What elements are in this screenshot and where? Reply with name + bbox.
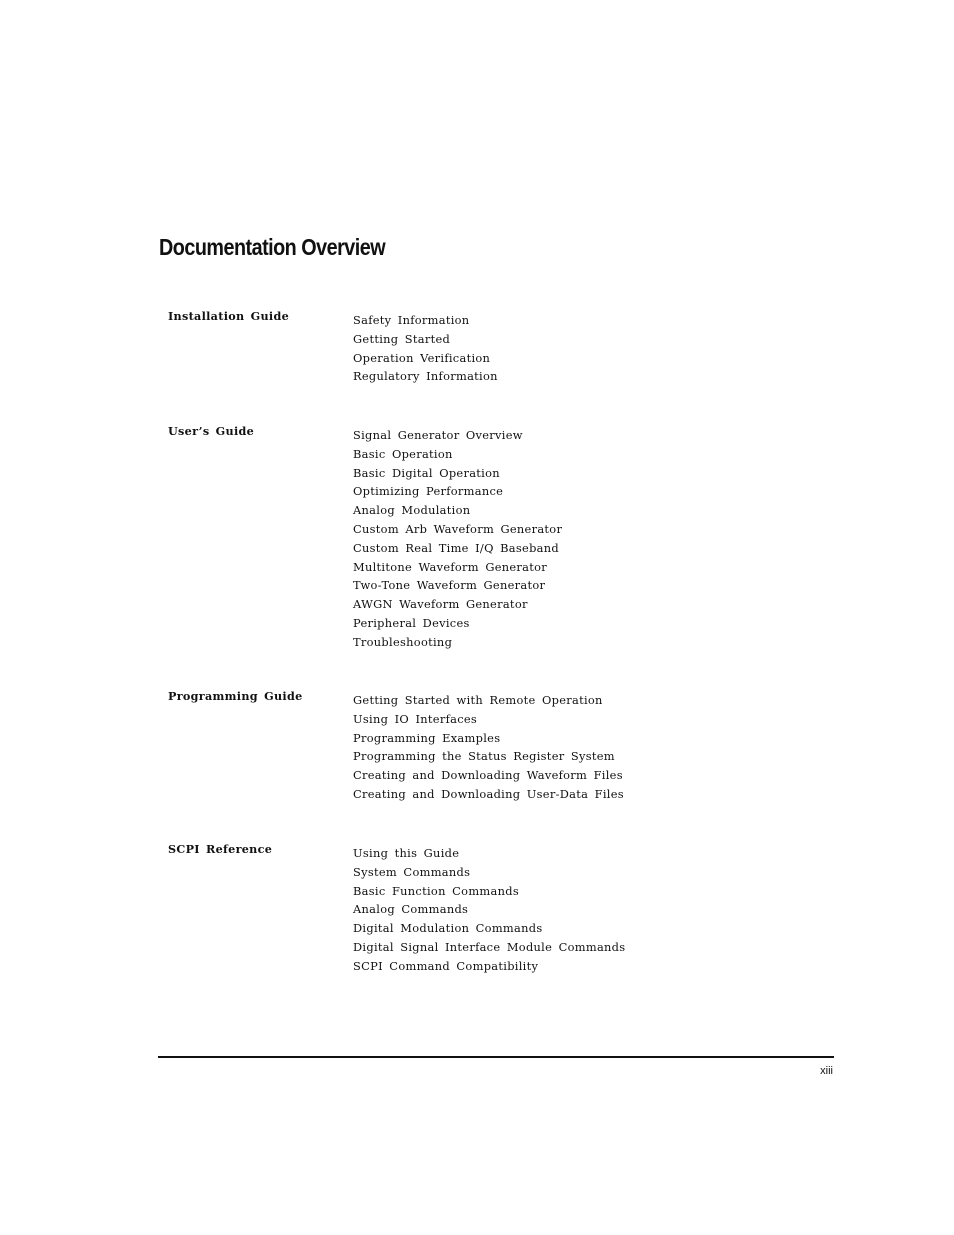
list-item: Getting Started with Remote Operation <box>353 693 603 707</box>
list-item: AWGN Waveform Generator <box>353 597 528 612</box>
list-item: System Commands <box>353 864 471 879</box>
list-item: Custom Arb Waveform Generator <box>353 521 563 536</box>
list-item: Regulatory Information <box>353 369 498 384</box>
section-label: User’s Guide <box>168 424 255 438</box>
section-items <box>353 426 562 652</box>
list-item: Safety Information <box>353 313 470 327</box>
list-item: Basic Digital Operation <box>353 465 500 480</box>
footer-rule <box>158 1056 834 1058</box>
list-item: Signal Generator Overview <box>353 428 523 442</box>
list-item: Digital Modulation Commands <box>353 921 543 936</box>
list-item: Using IO Interfaces <box>353 711 478 726</box>
list-item: Using this Guide <box>353 846 460 860</box>
list-item: Getting Started <box>353 331 451 346</box>
list-item: Optimizing Performance <box>353 484 504 499</box>
list-item: Digital Signal Interface Module Commands <box>353 939 626 954</box>
list-item: Creating and Downloading Waveform Files <box>353 768 623 783</box>
list-item: Analog Modulation <box>353 503 471 518</box>
page-title: Documentation Overview <box>159 234 386 260</box>
list-item: SCPI Command Compatibility <box>353 958 539 973</box>
list-item: Creating and Downloading User-Data Files <box>353 786 624 801</box>
section-label: Programming Guide <box>168 689 303 703</box>
page-number: xiii <box>820 1065 833 1077</box>
list-item: Programming Examples <box>353 730 501 745</box>
list-item: Peripheral Devices <box>353 615 470 630</box>
list-item: Basic Operation <box>353 446 453 461</box>
list-item: Two-Tone Waveform Generator <box>353 578 546 593</box>
list-item: Analog Commands <box>353 902 469 917</box>
section-label: Installation Guide <box>168 309 290 323</box>
section-items <box>353 844 625 976</box>
section-items <box>353 691 624 804</box>
list-item: Basic Function Commands <box>353 883 519 898</box>
list-item: Multitone Waveform Generator <box>353 559 548 574</box>
section-label: SCPI Reference <box>168 842 273 856</box>
list-item: Operation Verification <box>353 350 491 365</box>
list-item: Troubleshooting <box>353 634 453 649</box>
section-items <box>353 311 498 386</box>
list-item: Custom Real Time I/Q Baseband <box>353 540 559 555</box>
list-item: Programming the Status Register System <box>353 749 615 764</box>
